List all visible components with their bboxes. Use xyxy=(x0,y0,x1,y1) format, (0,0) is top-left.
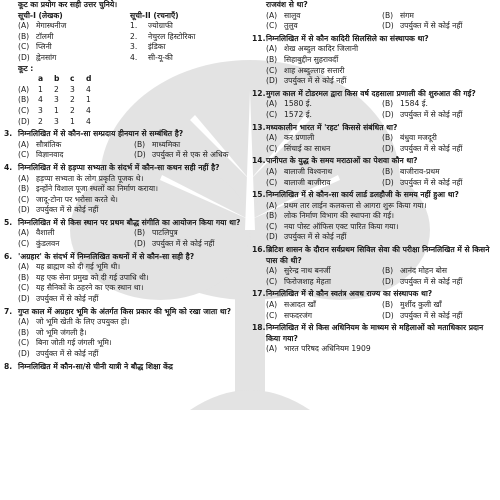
option[interactable]: (B) माध्यमिका xyxy=(134,139,181,149)
option[interactable]: (B) जो भूमि जंगली है। xyxy=(18,327,87,337)
option[interactable]: (D) उपर्युक्त में से कोई नहीं xyxy=(382,177,463,187)
question-text: निम्नलिखित में से किस अधिनियम के माध्यम से महिलाओं को मताधिकार प्रदान किया गया? xyxy=(266,323,484,343)
option[interactable]: (C) नया पोस्ट ऑफिस एक्ट पारित किया गया। xyxy=(266,221,399,231)
options xyxy=(252,44,492,86)
option[interactable]: (C) यह सैनिकों के ठहरने का एक स्थान था। xyxy=(18,283,144,293)
option[interactable]: (D) उपर्युक्त में से कोई नहीं xyxy=(382,143,463,153)
question-17: 17. निम्नलिखित में से कौन स्वतंत्र अवध राज्य का संस्थापक था? (A) सआदत खाँ (B) मुर्शीद कुली खाँ (C) सफदरजंग (D) उपर्युक्त में से कोई नहीं xyxy=(252,289,492,321)
option[interactable]: (A) सालुव xyxy=(266,10,301,20)
question-text: निम्नलिखित में से कौन कादिरी सिलसिले का संस्थापक था? xyxy=(266,33,429,43)
option[interactable]: (A) बालाजी विश्वनाथ xyxy=(266,166,333,176)
options xyxy=(4,140,244,161)
option[interactable]: (D) उपर्युक्त में से कोई नहीं xyxy=(382,310,463,320)
question-text: निम्नलिखित में से किस स्थान पर प्रथम बौद्ध संगीति का आयोजन किया गया था? xyxy=(18,217,241,227)
question-6: 6. 'अग्रहार' के संदर्भ में निम्नलिखित कथनों में से कौन-सा सही है? (A) यह ब्राह्मण को दी गई भूमि थी। (B) यह एक सेना प्रमुख को दी गई उपाधि थी। (C) यह सैनिकों के ठहरने का एक स्थान था। (D) उपर्युक्त में से कोई नहीं xyxy=(4,252,244,305)
option[interactable]: (C) सफदरजंग xyxy=(266,310,313,320)
option[interactable]: (A) 1580 ई. xyxy=(266,99,312,109)
code-row: (B) 4 3 2 1 xyxy=(18,95,91,105)
option[interactable]: (B) संगम xyxy=(382,10,414,20)
question-text: निम्नलिखित में से हड़प्पा सभ्यता के संदर्भ में कौन-सा कथन सही नहीं है? xyxy=(18,162,220,172)
option[interactable]: (D) उपर्युक्त में से कोई नहीं xyxy=(266,76,347,86)
options xyxy=(252,99,492,120)
question-text: निम्नलिखित में से कौन-सा सम्प्रदाय हीनयान से सम्बंधित है? xyxy=(18,129,184,139)
option[interactable]: (A) प्रथम तार लाईन कलकत्ता से आगरा शुरू किया गया। xyxy=(266,200,427,210)
option[interactable]: (D) उपर्युक्त में से कोई नहीं xyxy=(382,109,463,119)
option[interactable]: (B) इन्होंने विशाल पूजा स्थलों का निर्माण कराया। xyxy=(18,184,158,194)
options xyxy=(4,262,244,304)
option[interactable]: (A) सुरेन्द्र नाथ बनर्जी xyxy=(266,266,331,276)
options xyxy=(4,228,244,249)
question-13: 13. मध्यकालीन भारत में 'रहट' किससे संबंधित था? (A) कर प्रणाली (B) बंधुवा मजदूरी (C) सिंचाई का साधन (D) उपर्युक्त में से कोई नहीं xyxy=(252,123,492,155)
option[interactable]: (A) यह ब्राह्मण को दी गई भूमि थी। xyxy=(18,262,121,272)
option[interactable]: (A) शेख अब्दुल कादिर जिलानी xyxy=(266,44,359,54)
option[interactable]: (A) सौत्रांतिक xyxy=(18,139,62,149)
question-match xyxy=(4,0,244,127)
question-5: 5. निम्नलिखित में से किस स्थान पर प्रथम बौद्ध संगीति का आयोजन किया गया था? (A) वैशाली (B) पाटलिपुत्र (C) कुंडलवन (D) उपर्युक्त में से कोई नहीं xyxy=(4,218,244,250)
option[interactable]: (A) सआदत खाँ xyxy=(266,300,316,310)
question-text: निम्नलिखित में कौन-सा/से चीनी यात्री ने बौद्ध शिक्षा केंद्र xyxy=(18,361,173,371)
question-text: निम्नलिखित में से कौन स्वतंत्र अवध राज्य का संस्थापक था? xyxy=(266,289,433,299)
left-column xyxy=(4,0,244,374)
option[interactable]: (B) पाटलिपुत्र xyxy=(134,228,178,238)
option[interactable]: (B) यह एक सेना प्रमुख को दी गई उपाधि थी। xyxy=(18,272,149,282)
question-text: ब्रिटिश शासन के दौरान सर्वप्रथम सिविल सेवा की परीक्षा निम्नलिखित में से किसने पास की थी? xyxy=(266,245,490,265)
option[interactable]: (A) वैशाली xyxy=(18,228,55,238)
option[interactable]: (B) मुर्शीद कुली खाँ xyxy=(382,300,442,310)
code-row: (A) 1 2 3 4 xyxy=(18,84,91,94)
options xyxy=(4,317,244,359)
option[interactable]: (C) बालाजी बाजीराव xyxy=(266,177,331,187)
option[interactable]: (C) जादू-टोना पर भरोसा करते थे। xyxy=(18,194,118,204)
option[interactable]: (C) फिरोजशाह मेहता xyxy=(266,276,331,286)
question-18: 18. निम्नलिखित में से किस अधिनियम के माध्यम से महिलाओं को मताधिकार प्रदान किया गया? (A) भारत परिषद अधिनियम 1909 xyxy=(252,323,492,355)
option[interactable]: (D) उपर्युक्त में से कोई नहीं xyxy=(266,232,347,242)
options xyxy=(252,344,492,355)
question-16: 16. ब्रिटिश शासन के दौरान सर्वप्रथम सिविल सेवा की परीक्षा निम्नलिखित में से किसने पास की थी? (A) सुरेन्द्र नाथ बनर्जी (B) आनंद मोहन बोस (C) फिरोजशाह मेहता (D) उपर्युक्त में से कोई नहीं xyxy=(252,245,492,287)
option[interactable]: (C) शाह अब्दुल्लाह सत्तारी xyxy=(266,65,345,75)
question-text: मध्यकालीन भारत में 'रहट' किससे संबंधित था? xyxy=(266,122,398,132)
option[interactable]: (D) उपर्युक्त में से कोई नहीं xyxy=(18,205,99,215)
match-row: (C) प्लिनी 3. इंडिका xyxy=(18,42,166,52)
option[interactable]: (B) 1584 ई. xyxy=(382,99,428,109)
option[interactable]: (C) तुलुव xyxy=(266,21,298,31)
options xyxy=(252,201,492,243)
question-text: मुगल काल में टोडरमल द्वारा किस वर्ष दहसाला प्रणाली की शुरुआत की गई? xyxy=(266,88,476,98)
option[interactable]: (B) सिहाबुद्दीन सुहरावर्दी xyxy=(266,54,339,64)
list1-header: सूची-I (लेखक) xyxy=(18,10,63,20)
question-8: 8. निम्नलिखित में कौन-सा/से चीनी यात्री ने बौद्ध शिक्षा केंद्र xyxy=(4,362,244,373)
option[interactable]: (B) आनंद मोहन बोस xyxy=(382,266,448,276)
option[interactable]: (B) बंधुवा मजदूरी xyxy=(382,133,437,143)
options xyxy=(4,174,244,216)
options xyxy=(252,11,492,32)
option[interactable]: (A) जो भूमि खेती के लिए उपयुक्त हो। xyxy=(18,317,130,327)
option[interactable]: (C) कुंडलवन xyxy=(18,239,60,249)
question-4: 4. निम्नलिखित में से हड़प्पा सभ्यता के संदर्भ में कौन-सा कथन सही नहीं है? (A) हड़प्पा सभ्यता के लोग प्रकृति पूजक थे। (B) इन्होंने विशाल पूजा स्थलों का निर्माण कराया। (C) जादू-टोना पर भरोसा करते थे। (D) उपर्युक्त में से कोई नहीं xyxy=(4,163,244,216)
options xyxy=(252,167,492,188)
question-12: 12. मुगल काल में टोडरमल द्वारा किस वर्ष दहसाला प्रणाली की शुरुआत की गई? (A) 1580 ई. (B) 1584 ई. (C) 1572 ई. (D) उपर्युक्त में से कोई नहीं xyxy=(252,89,492,121)
options xyxy=(252,266,492,287)
question-text: निम्नलिखित में से कौन-सा कार्य लार्ड डलहौजी के समय नहीं हुआ था? xyxy=(266,190,459,200)
question-intro: कूट का प्रयोग कर सही उत्तर चुनिये। xyxy=(18,0,118,9)
question-text: गुप्त काल में अग्रहार भूमि के अंतर्गत किस प्रकार की भूमि को रखा जाता था? xyxy=(18,306,232,316)
code-row: (D) 2 3 1 4 xyxy=(18,116,91,126)
question-text: राजवंश से था? xyxy=(266,0,308,9)
option[interactable]: (D) उपर्युक्त में से कोई नहीं xyxy=(382,21,463,31)
options xyxy=(252,300,492,321)
code-row: (C) 3 1 2 4 xyxy=(18,105,91,115)
option[interactable]: (D) उपर्युक्त में से कोई नहीं xyxy=(18,349,99,358)
option[interactable]: (C) सिंचाई का साधन xyxy=(266,143,331,153)
codes-table: a b c d (A) 1 2 3 4 (B) 4 3 2 1 (C) 3 1 2 4 (D) 2 3 1 4 xyxy=(4,74,244,127)
question-15: 15. निम्नलिखित में से कौन-सा कार्य लार्ड डलहौजी के समय नहीं हुआ था? (A) प्रथम तार लाईन कलकत्ता से आगरा शुरू किया गया। (B) लोक निर्माण विभाग की स्थापना की गई। (C) नया पोस्ट ऑफिस एक्ट पारित किया गया। (D) उपर्युक्त में से कोई नहीं xyxy=(252,190,492,243)
match-table xyxy=(4,11,244,64)
option[interactable]: (C) विज्ञानवाद xyxy=(18,150,64,160)
option[interactable]: (B) बाजीराव-प्रथम xyxy=(382,166,440,176)
option[interactable]: (D) उपर्युक्त में से कोई नहीं xyxy=(382,276,463,286)
option[interactable]: (A) हड़प्पा सभ्यता के लोग प्रकृति पूजक थे। xyxy=(18,173,144,183)
question-text: 'अग्रहार' के संदर्भ में निम्नलिखित कथनों में से कौन-सा सही है? xyxy=(18,251,195,261)
question-10-continued xyxy=(252,0,492,32)
option[interactable]: (C) 1572 ई. xyxy=(266,109,312,119)
question-14: 14. पानीपत के युद्ध के समय मराठाओं का पेशवा कौन था? (A) बालाजी विश्वनाथ (B) बाजीराव-प्रथम (C) बालाजी बाजीराव (D) उपर्युक्त में से कोई नहीं xyxy=(252,156,492,188)
list2-header: सूची-II (रचनाएँ) xyxy=(130,10,179,20)
option[interactable]: (C) बिना जोती गई जंगली भूमि। xyxy=(18,338,112,348)
match-row: (B) टॉलमी 2. नेचुरल हिस्टोरिका xyxy=(18,31,196,41)
option[interactable]: (A) भारत परिषद अधिनियम 1909 xyxy=(266,344,371,354)
match-row: (A) मेगास्थनीज 1. ज्योग्राफी xyxy=(18,21,173,31)
question-11: 11. निम्नलिखित में से कौन कादिरी सिलसिले का संस्थापक था? (A) शेख अब्दुल कादिर जिलानी (B) सिहाबुद्दीन सुहरावर्दी (C) शाह अब्दुल्लाह सत्तारी (D) उपर्युक्त में से कोई नहीं xyxy=(252,34,492,87)
option[interactable]: (D) उपर्युक्त में से कोई नहीं xyxy=(18,294,99,304)
option[interactable]: (D) उपर्युक्त में से कोई नहीं xyxy=(134,239,215,249)
match-row: (D) ह्वेनसांग 4. सी-यू-की xyxy=(18,52,173,62)
option[interactable]: (D) उपर्युक्त में से एक से अधिक xyxy=(134,150,229,160)
option[interactable]: (B) लोक निर्माण विभाग की स्थापना की गई। xyxy=(266,211,394,221)
codes-label: कूट : xyxy=(18,63,34,73)
option[interactable]: (A) कर प्रणाली xyxy=(266,133,315,143)
question-7: 7. गुप्त काल में अग्रहार भूमि के अंतर्गत किस प्रकार की भूमि को रखा जाता था? (A) जो भूमि खेती के लिए उपयुक्त हो। (B) जो भूमि जंगली है। (C) बिना जोती गई जंगली भूमि। (D) उपर्युक्त में से कोई नहीं xyxy=(4,307,244,360)
right-column xyxy=(252,0,492,357)
question-text: पानीपत के युद्ध के समय मराठाओं का पेशवा कौन था? xyxy=(266,156,418,166)
question-3: 3. निम्नलिखित में से कौन-सा सम्प्रदाय हीनयान से सम्बंधित है? (A) सौत्रांतिक (B) माध्यमिका (C) विज्ञानवाद (D) उपर्युक्त में से एक से अधिक xyxy=(4,129,244,161)
options xyxy=(252,133,492,154)
